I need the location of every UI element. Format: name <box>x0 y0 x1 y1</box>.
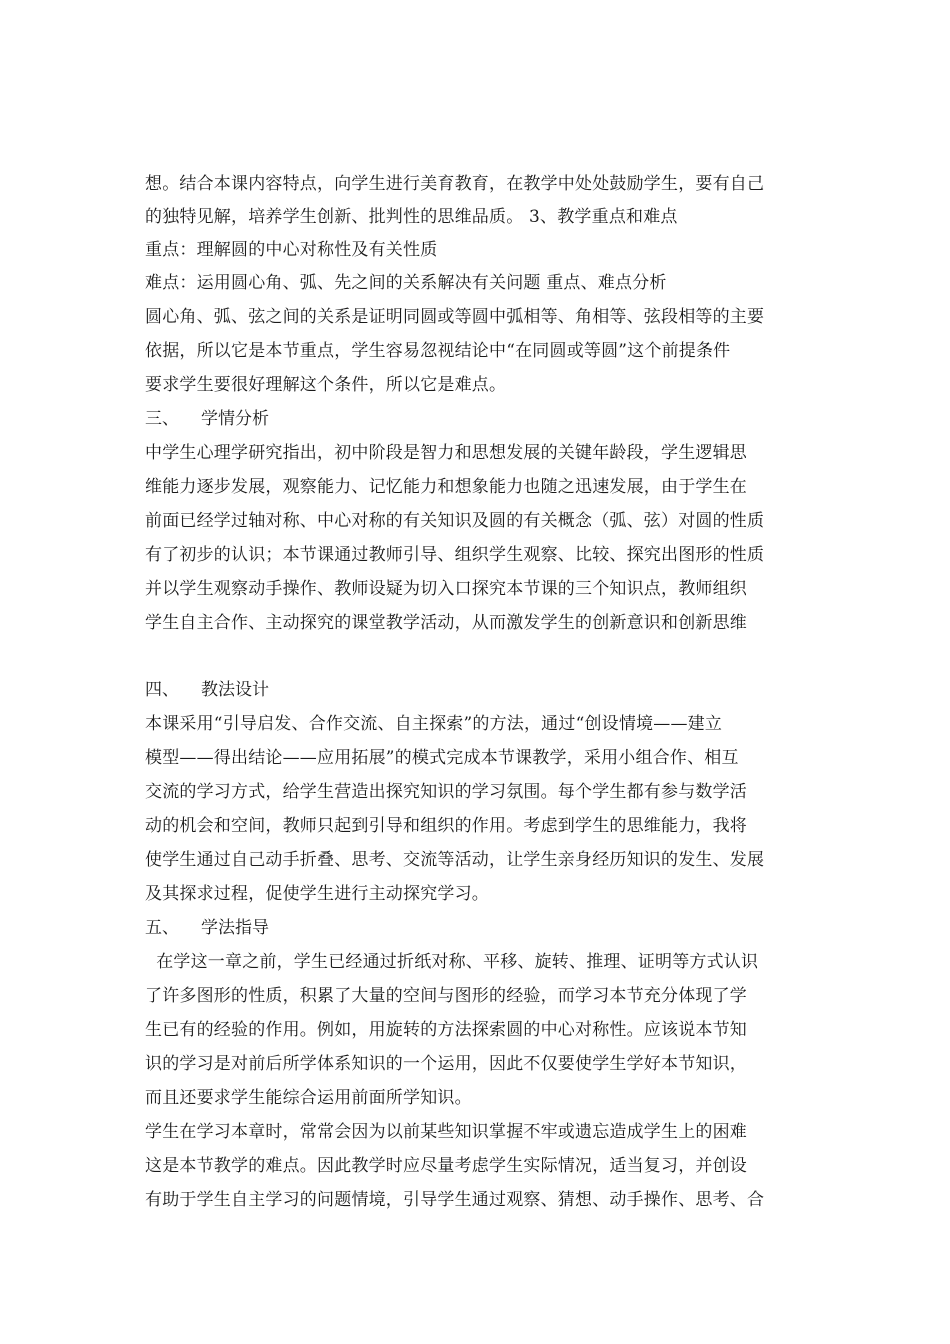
section-heading-3 <box>145 408 825 430</box>
text-line: 动的机会和空间，教师只起到引导和组织的作用。考虑到学生的思维能力，我将 <box>145 816 747 836</box>
section-number: 五、 <box>145 918 179 938</box>
text-line: 有助于学生自主学习的问题情境，引导学生通过观察、猜想、动手操作、思考、合 <box>145 1190 765 1210</box>
text-line: 要求学生要很好理解这个条件，所以它是难点。 <box>145 375 507 395</box>
text-line: 的独特见解，培养学生创新、批判性的思维品质。 3、教学重点和难点 <box>145 207 678 227</box>
section-number: 四、 <box>145 680 179 700</box>
text-line: 生已有的经验的作用。例如，用旋转的方法探索圆的中心对称性。应该说本节知 <box>145 1020 747 1040</box>
section-heading-4 <box>145 679 825 701</box>
text-line: 及其探求过程，促使学生进行主动探究学习。 <box>145 884 489 904</box>
text-line: 前面已经学过轴对称、中心对称的有关知识及圆的有关概念（弧、弦）对圆的性质 <box>145 511 765 531</box>
section-number: 三、 <box>145 409 179 429</box>
text-line: 在学这一章之前，学生已经通过折纸对称、平移、旋转、推理、证明等方式认识 <box>145 952 759 972</box>
section-title: 教法设计 <box>201 680 269 700</box>
text-line: 想。结合本课内容特点，向学生进行美育教育，在教学中处处鼓励学生，要有自己 <box>145 174 765 194</box>
text-line: 维能力逐步发展，观察能力、记忆能力和想象能力也随之迅速发展，由于学生在 <box>145 477 747 497</box>
text-line: 使学生通过自己动手折叠、思考、交流等活动，让学生亲身经历知识的发生、发展 <box>145 850 765 870</box>
text-line: 中学生心理学研究指出，初中阶段是智力和思想发展的关键年龄段，学生逻辑思 <box>145 443 747 463</box>
text-line: 而且还要求学生能综合运用前面所学知识。 <box>145 1088 472 1108</box>
section-title: 学法指导 <box>201 918 269 938</box>
text-line: 交流的学习方式，给学生营造出探究知识的学习氛围。每个学生都有参与数学活 <box>145 782 747 802</box>
text-line: 有了初步的认识；本节课通过教师引导、组织学生观察、比较、探究出图形的性质 <box>145 545 765 565</box>
text-line: 学生自主合作、主动探究的课堂教学活动，从而激发学生的创新意识和创新思维 <box>145 613 747 633</box>
text-line: 这是本节教学的难点。因此教学时应尽量考虑学生实际情况，适当复习，并创设 <box>145 1156 747 1176</box>
text-line: 了许多图形的性质，积累了大量的空间与图形的经验，而学习本节充分体现了学 <box>145 986 747 1006</box>
section-title: 学情分析 <box>201 409 269 429</box>
section-heading-5 <box>145 917 825 939</box>
text-line: 模型——得出结论——应用拓展”的模式完成本节课教学，采用小组合作、相互 <box>145 748 739 768</box>
text-line: 本课采用“引导启发、合作交流、自主探索”的方法，通过“创设情境——建立 <box>145 714 723 734</box>
text-line: 圆心角、弧、弦之间的关系是证明同圆或等圆中弧相等、角相等、弦段相等的主要 <box>145 307 765 327</box>
text-line: 并以学生观察动手操作、教师设疑为切入口探究本节课的三个知识点，教师组织 <box>145 579 747 599</box>
text-line: 学生在学习本章时，常常会因为以前某些知识掌握不牢或遗忘造成学生上的困难 <box>145 1122 747 1142</box>
text-line: 难点：运用圆心角、弧、先之间的关系解决有关问题 重点、难点分析 <box>145 273 667 293</box>
text-line: 识的学习是对前后所学体系知识的一个运用，因此不仅要使学生学好本节知识， <box>145 1054 747 1074</box>
text-line: 重点：理解圆的中心对称性及有关性质 <box>145 240 438 260</box>
text-line: 依据，所以它是本节重点，学生容易忽视结论中“在同圆或等圆”这个前提条件 <box>145 341 731 361</box>
